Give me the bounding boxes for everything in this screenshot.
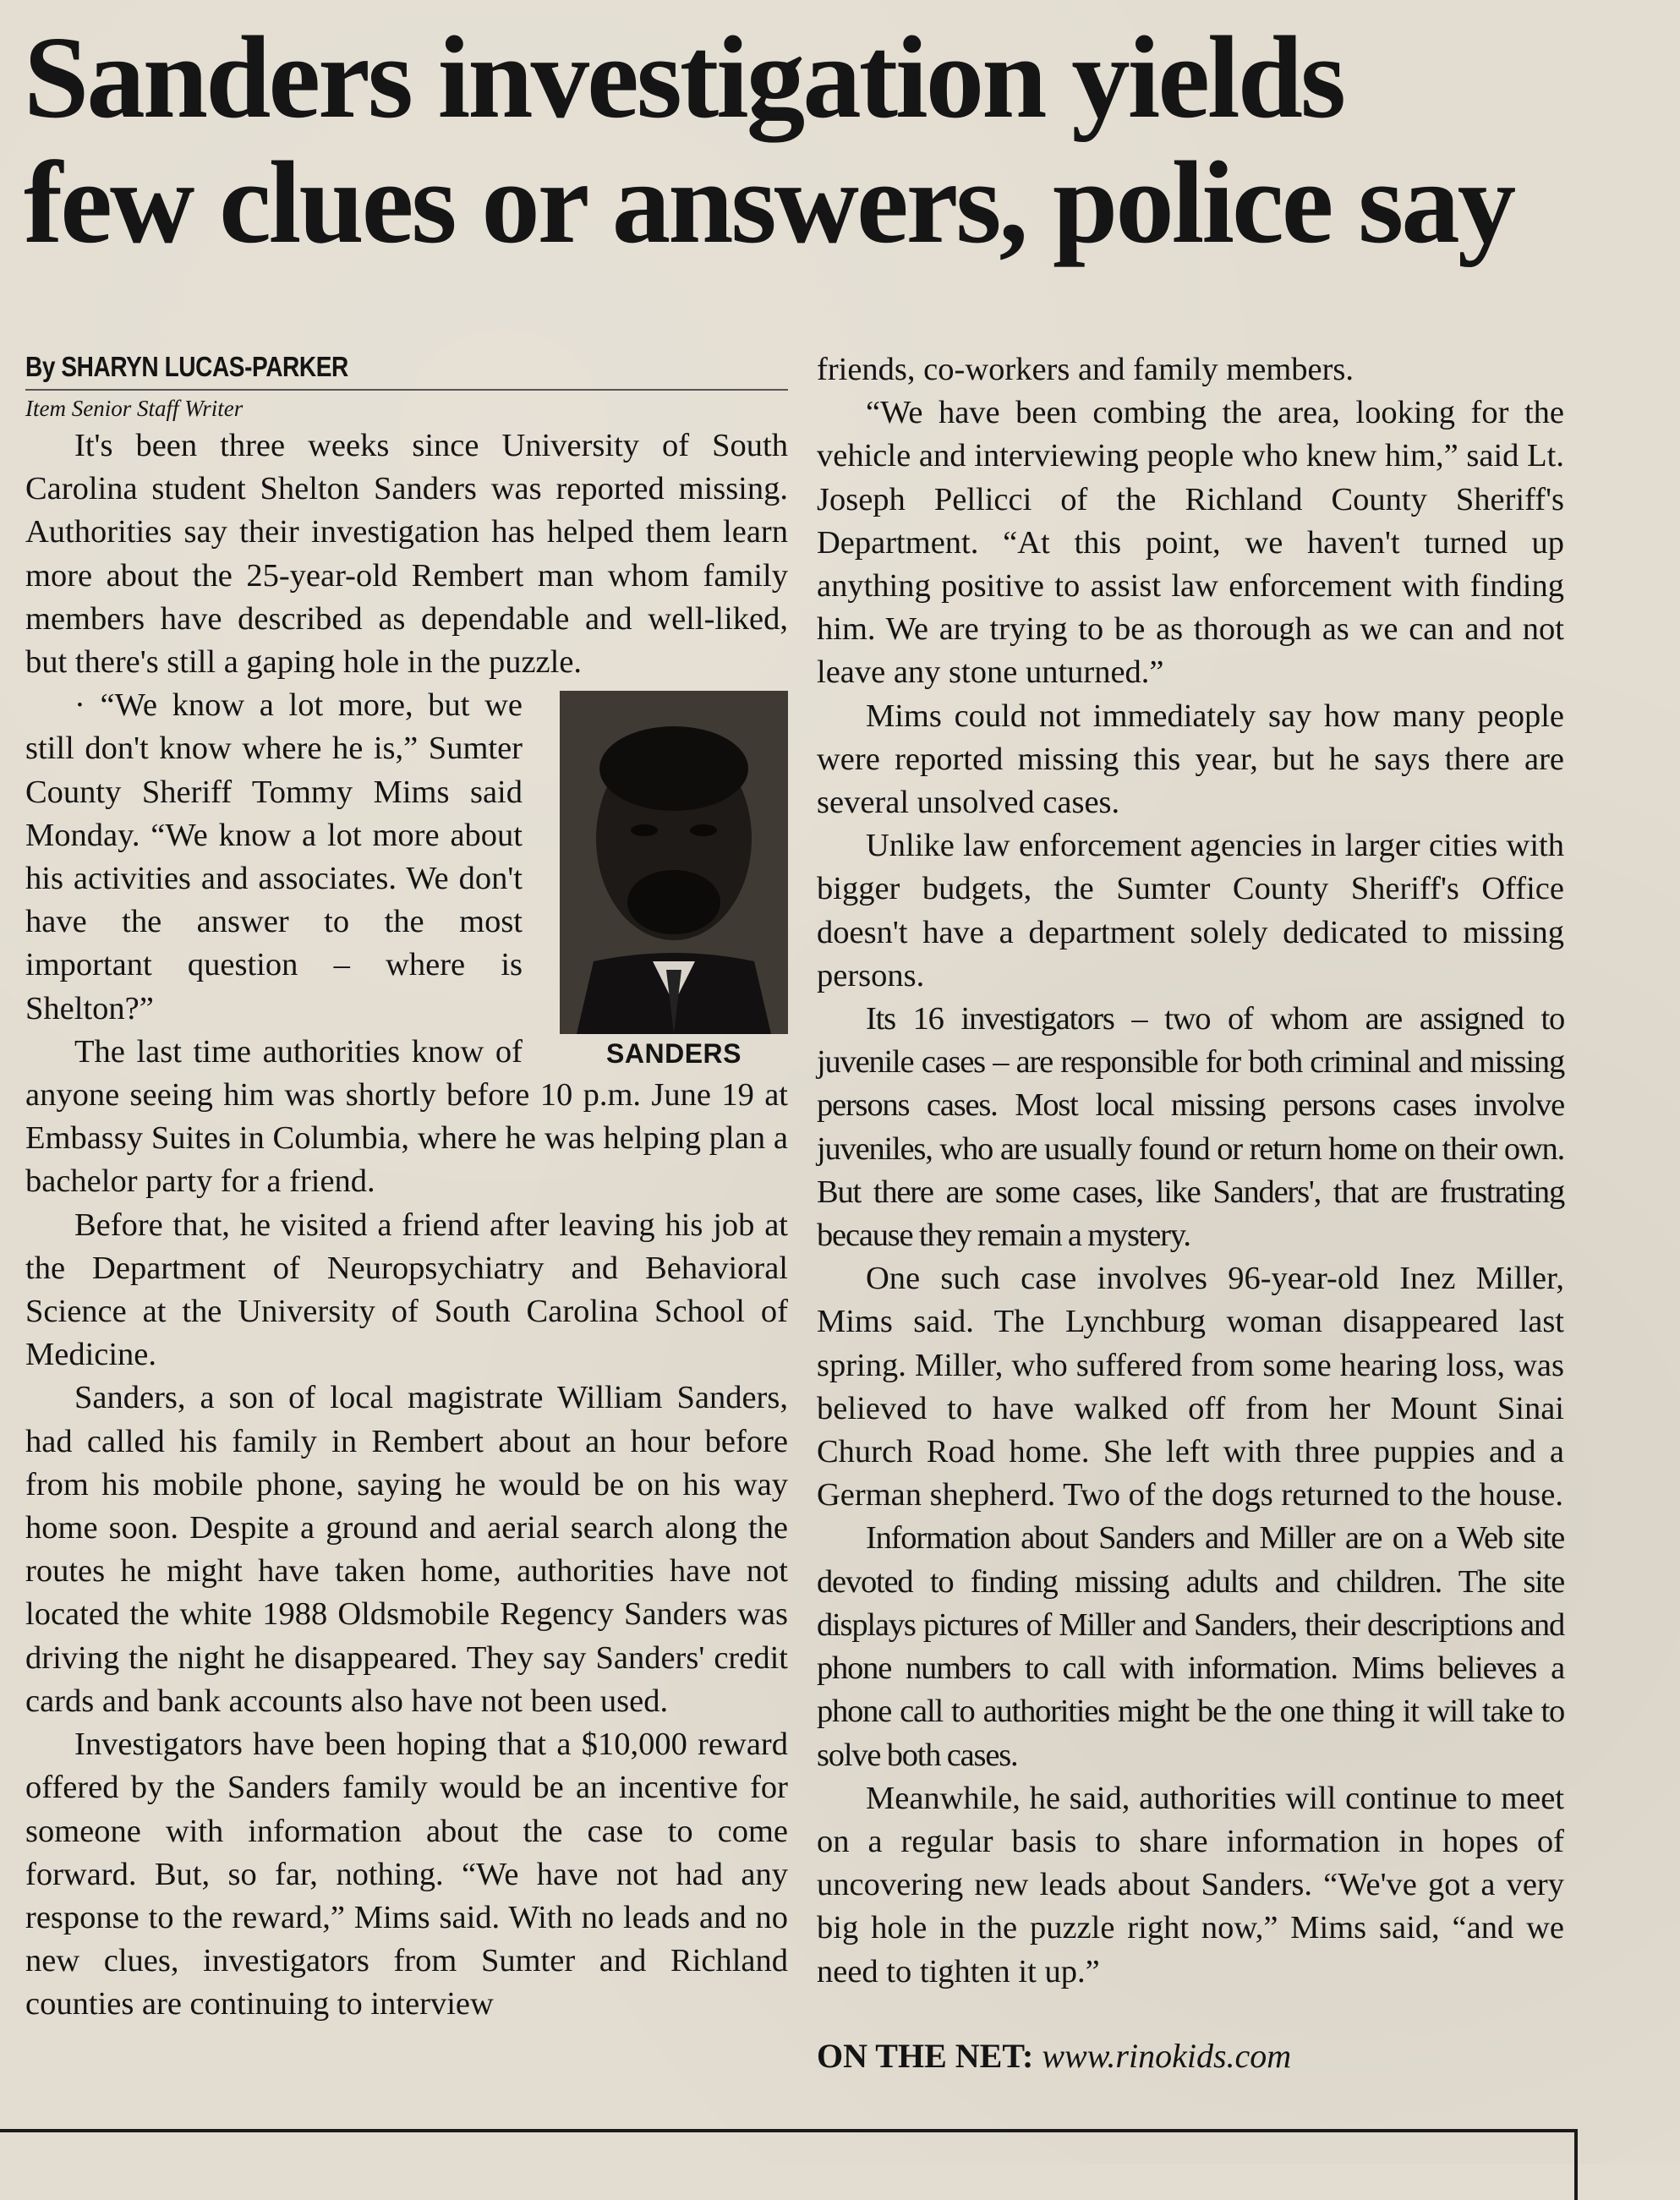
article-column-left [25, 348, 788, 2027]
paragraph-5: Sanders, a son of local magistrate William Sanders, had called his family in Rembert about an hour before from his mobile phone, saying he would be on his way home soon. Despite a ground and aerial search along the routes he might have taken home, authorities have not located the white 1988 Oldsmobile Regency Sanders was driving the night he disappeared. They say Sanders' credit cards and bank accounts also have not been used. [25, 1380, 788, 1719]
sanders-photo [560, 691, 788, 1034]
headline-line-2: few clues or answers, police say [24, 138, 1514, 268]
paragraph-2: · “We know a lot more, but we still don't know where he is,” Sumter County Sheriff Tommy Mims said Monday. “We know a lot more about his activities and associates. We don't have the answer to the most important question – where is Shelton?” [25, 687, 523, 1026]
on-the-net-label: ON THE NET: [817, 2036, 1034, 2075]
on-the-net-link[interactable]: www.rinokids.com [1042, 2036, 1292, 2075]
headline [24, 13, 1655, 268]
paragraph-7: friends, co-workers and family members. [817, 352, 1354, 387]
paragraph-9: Mims could not immediately say how many people were reported missing this year, but he says there are several unsolved cases. [817, 698, 1564, 821]
paragraph-11: Its 16 investigators – two of whom are assigned to juvenile cases – are responsible for both criminal and missing persons cases. Most local missing persons cases involve juveniles, who are usually found or return home on their own. But there are some cases, like Sanders', that are frustrating because they remain a mystery. [817, 1001, 1564, 1254]
paragraph-1: It's been three weeks since University of South Carolina student Shelton Sanders was reported missing. Authorities say their investigation has helped them learn more about the 25-year-old Rembert man whom family members have described as dependable and well-liked, but there's still a gaping hole in the puzzle. [25, 428, 788, 681]
paragraph-10: Unlike law enforcement agencies in larger cities with bigger budgets, the Sumter County Sheriff's Office doesn't have a department solely dedicated to missing persons. [817, 828, 1564, 993]
on-the-net [817, 2034, 1564, 2077]
paragraph-6: Investigators have been hoping that a $10,000 reward offered by the Sanders family would be an incentive for someone with information about the case to come forward. But, so far, nothing. “We have not had any response to the reward,” Mims said. With no leads and no new clues, investigators from Sumter and Richland counties are continuing to interview [25, 1727, 788, 2022]
byline: By SHARYN LUCAS-PARKER [25, 351, 348, 382]
paragraph-12: One such case involves 96-year-old Inez Miller, Mims said. The Lynchburg woman disappeared last spring. Miller, who suffered from some hearing loss, was believed to have walked off from her Mount Sinai Church Road home. She left with three puppies and a German shepherd. Two of the dogs returned to the house. [817, 1261, 1564, 1513]
photo-block [543, 691, 788, 1073]
adjacent-box-border [0, 2129, 1578, 2200]
paragraph-13: Information about Sanders and Miller are on a Web site devoted to finding missing adults and children. The site displays pictures of Miller and Sanders, their descriptions and phone numbers to call with information. Mims believes a phone call to authorities might be the one thing it will take to solve both cases. [817, 1520, 1564, 1773]
photo-caption: SANDERS [606, 1038, 741, 1070]
paragraph-8: “We have been combing the area, looking for the vehicle and interviewing people who knew him,” said Lt. Joseph Pellicci of the Richland County Sheriff's Department. “At this point, we haven't turned up anything positive to assist law enforcement with finding him. We are trying to be as thorough as we can and not leave any stone unturned.” [817, 395, 1564, 691]
paragraph-14: Meanwhile, he said, authorities will continue to meet on a regular basis to share information in hopes of uncovering new leads about Sanders. “We've got a very big hole in the puzzle right now,” Mims said, “and we need to tighten it up.” [817, 1780, 1564, 1989]
headline-line-1: Sanders investigation yields [24, 13, 1344, 143]
paragraph-3: The last time authorities know of anyone seeing him was shortly before 10 p.m. June 19 at Embassy Suites in Columbia, where he was helping plan a bachelor party for a friend. [25, 1033, 788, 1200]
staff-title: Item Senior Staff Writer [25, 396, 244, 421]
article-column-right [817, 348, 1564, 2077]
byline-rule [25, 389, 788, 391]
portrait-image [560, 691, 788, 1034]
paragraph-4: Before that, he visited a friend after leaving his job at the Department of Neuropsychiatry and Behavioral Science at the University of South Carolina School of Medicine. [25, 1207, 788, 1373]
